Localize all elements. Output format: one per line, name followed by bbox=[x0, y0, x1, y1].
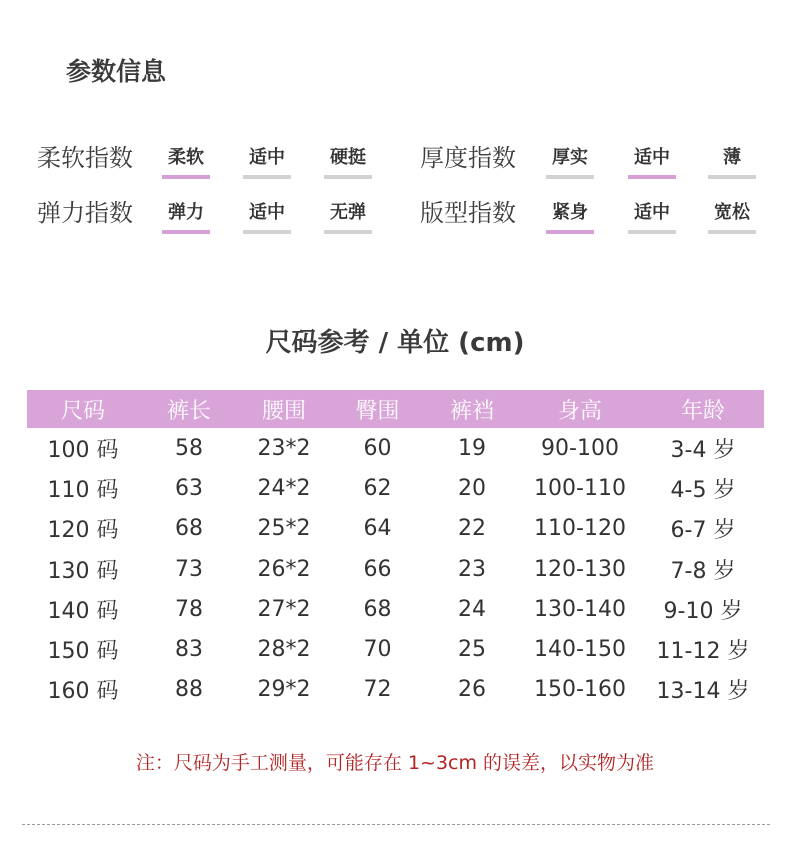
cell-size: 160 码 bbox=[47, 679, 119, 705]
cell-pants-length: 68 bbox=[175, 516, 203, 542]
cell-hip: 64 bbox=[363, 516, 392, 542]
cell-age: 13-14 岁 bbox=[656, 679, 750, 705]
table-row bbox=[27, 468, 764, 508]
cell-age: 6-7 岁 bbox=[670, 518, 736, 544]
cell-crotch: 19 bbox=[458, 435, 486, 461]
cell-pants-length: 88 bbox=[175, 677, 203, 703]
cell-crotch: 23 bbox=[458, 556, 486, 582]
option-medium-fit: 适中 bbox=[628, 198, 676, 234]
cell-waist: 25*2 bbox=[257, 516, 311, 542]
cell-height: 100-110 bbox=[534, 475, 626, 501]
option-loose: 宽松 bbox=[708, 198, 756, 234]
cell-waist: 24*2 bbox=[257, 475, 311, 501]
cell-size: 130 码 bbox=[47, 558, 119, 584]
size-table bbox=[27, 390, 764, 710]
cell-size: 140 码 bbox=[47, 598, 119, 624]
param-label-fit: 版型指数 bbox=[420, 199, 516, 227]
cell-waist: 26*2 bbox=[257, 556, 311, 582]
cell-age: 9-10 岁 bbox=[663, 598, 743, 624]
header-pants-length: 裤长 bbox=[166, 398, 211, 424]
cell-pants-length: 78 bbox=[175, 596, 203, 622]
cell-height: 110-120 bbox=[534, 516, 626, 542]
cell-crotch: 25 bbox=[458, 637, 486, 663]
cell-size: 150 码 bbox=[47, 639, 119, 665]
cell-height: 150-160 bbox=[534, 677, 626, 703]
cell-waist: 23*2 bbox=[257, 435, 311, 461]
cell-pants-length: 83 bbox=[175, 637, 203, 663]
cell-size: 110 码 bbox=[47, 477, 119, 503]
cell-age: 7-8 岁 bbox=[670, 558, 736, 584]
header-hip: 臀围 bbox=[355, 398, 400, 424]
cell-height: 90-100 bbox=[541, 435, 619, 461]
option-medium-softness: 适中 bbox=[243, 143, 291, 179]
measurement-note: 注：尺码为手工测量，可能存在 1~3cm 的误差，以实物为准 bbox=[135, 752, 655, 774]
cell-size: 100 码 bbox=[47, 437, 119, 463]
option-no-elastic: 无弹 bbox=[324, 198, 372, 234]
header-waist: 腰围 bbox=[261, 398, 306, 424]
section-title: 参数信息 bbox=[66, 57, 167, 86]
option-elastic: 弹力 bbox=[162, 198, 210, 234]
cell-height: 140-150 bbox=[534, 637, 626, 663]
cell-pants-length: 73 bbox=[175, 556, 203, 582]
cell-hip: 72 bbox=[363, 677, 392, 703]
option-soft: 柔软 bbox=[162, 143, 210, 179]
table-row bbox=[27, 629, 764, 669]
option-thick: 厚实 bbox=[546, 143, 594, 179]
cell-size: 120 码 bbox=[47, 518, 119, 544]
param-label-elasticity: 弹力指数 bbox=[37, 199, 133, 227]
cell-crotch: 20 bbox=[458, 475, 486, 501]
table-header-row bbox=[27, 390, 764, 428]
param-label-softness: 柔软指数 bbox=[37, 144, 133, 172]
cell-hip: 62 bbox=[363, 475, 392, 501]
cell-crotch: 24 bbox=[458, 596, 486, 622]
cell-waist: 29*2 bbox=[257, 677, 311, 703]
table-row bbox=[27, 549, 764, 589]
option-thin: 薄 bbox=[708, 143, 756, 179]
header-height: 身高 bbox=[557, 398, 602, 424]
option-stiff: 硬挺 bbox=[324, 143, 372, 179]
cell-age: 4-5 岁 bbox=[670, 477, 736, 503]
cell-age: 3-4 岁 bbox=[670, 437, 736, 463]
option-medium-thickness: 适中 bbox=[628, 143, 676, 179]
cell-hip: 70 bbox=[363, 637, 392, 663]
cell-age: 11-12 岁 bbox=[656, 639, 750, 665]
cell-pants-length: 58 bbox=[175, 435, 203, 461]
cell-crotch: 22 bbox=[458, 516, 486, 542]
cell-pants-length: 63 bbox=[175, 475, 203, 501]
param-label-thickness: 厚度指数 bbox=[420, 144, 516, 172]
dashed-divider bbox=[22, 824, 770, 825]
cell-height: 120-130 bbox=[534, 556, 626, 582]
cell-crotch: 26 bbox=[458, 677, 486, 703]
cell-height: 130-140 bbox=[534, 596, 626, 622]
size-chart-title: 尺码参考 / 单位 (cm) bbox=[265, 328, 525, 358]
header-crotch: 裤裆 bbox=[449, 398, 494, 424]
header-size: 尺码 bbox=[60, 398, 105, 424]
table-row bbox=[27, 428, 764, 468]
option-medium-elasticity: 适中 bbox=[243, 198, 291, 234]
cell-waist: 28*2 bbox=[257, 637, 311, 663]
option-slim: 紧身 bbox=[546, 198, 594, 234]
table-row bbox=[27, 509, 764, 549]
cell-hip: 60 bbox=[363, 435, 392, 461]
table-row bbox=[27, 670, 764, 710]
cell-waist: 27*2 bbox=[257, 596, 311, 622]
table-row bbox=[27, 589, 764, 629]
header-age: 年龄 bbox=[680, 398, 725, 424]
cell-hip: 68 bbox=[363, 596, 392, 622]
cell-hip: 66 bbox=[363, 556, 392, 582]
